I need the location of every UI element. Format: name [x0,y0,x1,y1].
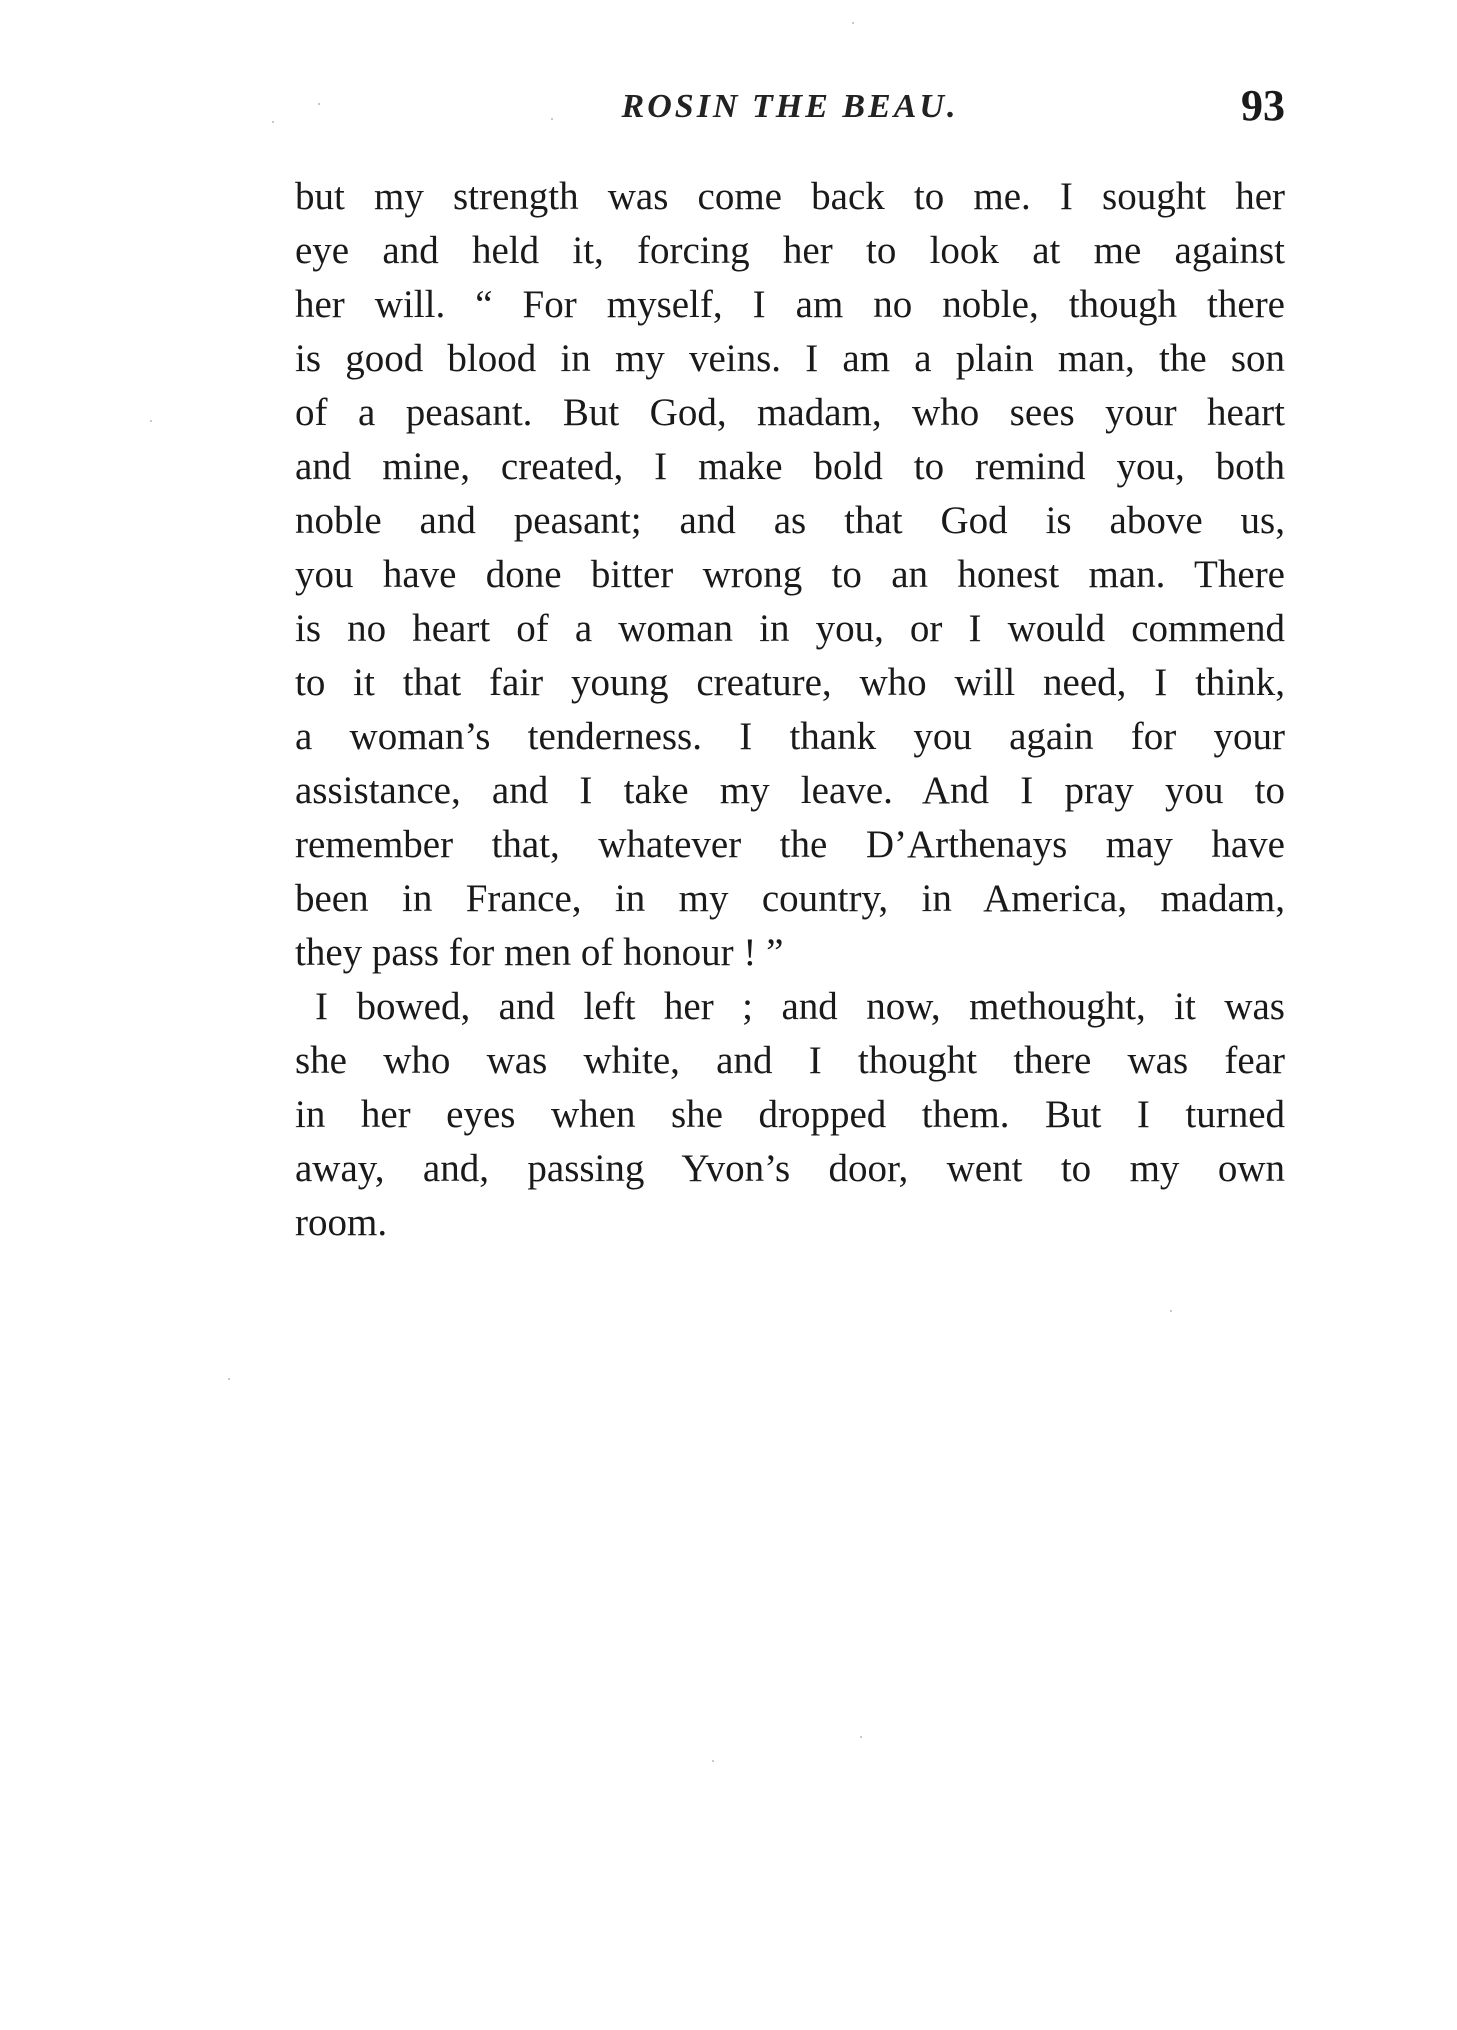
text-line: but my strength was come back to me. I sought her [295,175,1285,218]
scan-speck [272,121,274,123]
page-number: 93 [1241,81,1285,130]
text-line: and mine, created, I make bold to remind you, both [295,445,1285,488]
scan-speck [318,103,320,105]
scan-speck [860,1736,862,1738]
scan-speck [551,118,553,120]
text-line: you have done bitter wrong to an honest man. There [295,553,1285,596]
text-line: a woman’s tenderness. I thank you again for your [295,715,1285,758]
text-line: she who was white, and I thought there was fear [295,1039,1285,1082]
text-line: to it that fair young creature, who will need, I think, [295,661,1285,704]
text-line: away, and, passing Yvon’s door, went to my own [295,1147,1285,1190]
text-line: remember that, whatever the D’Arthenays may have [295,823,1285,866]
text-line: room. [295,1201,388,1244]
scan-speck [150,420,152,422]
text-line: eye and held it, forcing her to look at me against [295,229,1285,272]
running-title: ROSIN THE BEAU. [621,88,959,125]
body-text [295,170,1285,1250]
text-line: assistance, and I take my leave. And I pray you to [295,769,1285,812]
text-line: in her eyes when she dropped them. But I turned [295,1093,1285,1136]
text-line-paragraph-start: I bowed, and left her ; and now, methought, it was [315,985,1285,1028]
text-line: is no heart of a woman in you, or I would commend [295,607,1285,650]
text-line: been in France, in my country, in America, madam, [295,877,1285,920]
text-line: noble and peasant; and as that God is above us, [295,499,1285,542]
running-head [295,80,1285,140]
text-line: they pass for men of honour ! ” [295,931,784,974]
scan-speck [852,22,854,24]
text-line: of a peasant. But God, madam, who sees your heart [295,391,1285,434]
scan-speck [228,1378,230,1380]
text-line: is good blood in my veins. I am a plain man, the son [295,337,1285,380]
scan-speck [1170,1310,1172,1312]
text-line: her will. “ For myself, I am no noble, though there [295,283,1285,326]
scan-speck [712,1760,714,1762]
